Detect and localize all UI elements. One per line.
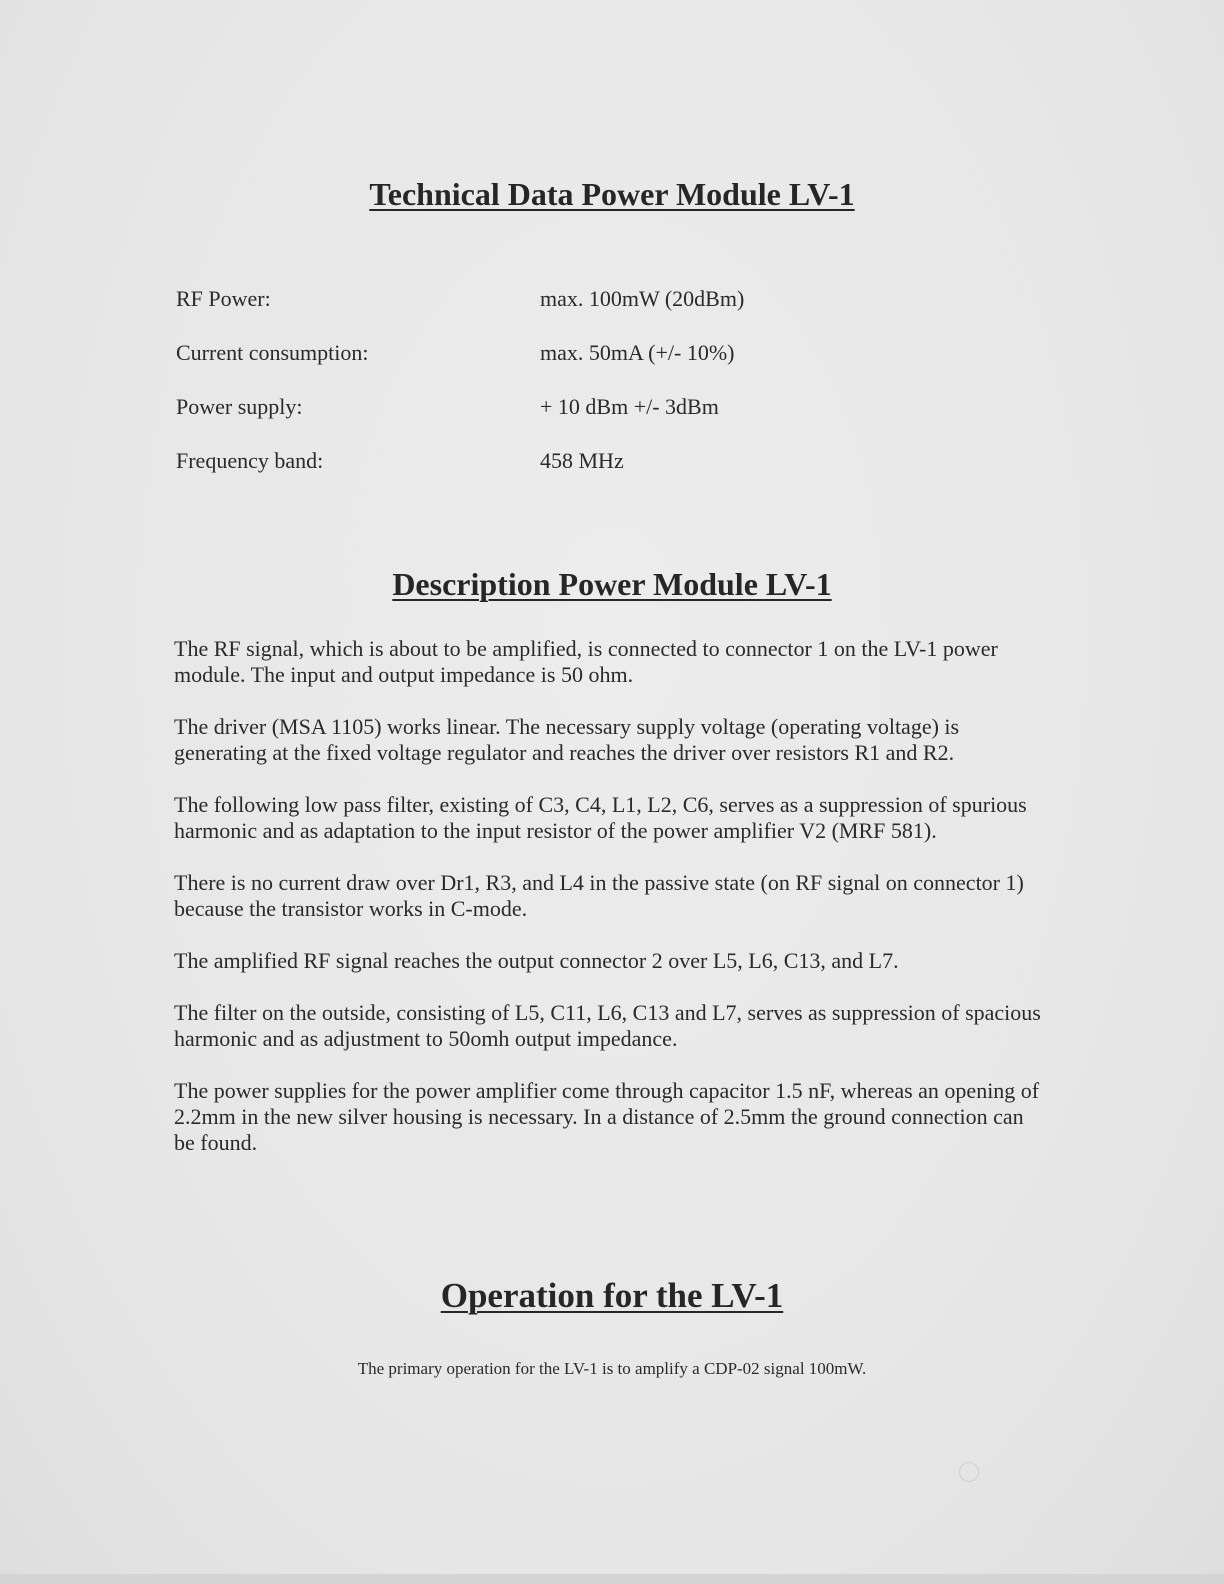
paragraph: The amplified RF signal reaches the output connector 2 over L5, L6, C13, and L7.: [174, 948, 899, 973]
spec-row-power-supply: [176, 392, 876, 446]
spec-value: max. 50mA (+/- 10%): [540, 340, 735, 365]
spec-value: 458 MHz: [540, 448, 624, 473]
description-heading: Description Power Module LV-1: [392, 566, 832, 602]
spec-row-frequency-band: [176, 446, 876, 500]
spec-value: max. 100mW (20dBm): [540, 286, 745, 311]
spec-label: RF Power:: [176, 286, 271, 311]
paragraph: The filter on the outside, consisting of L5, C11, L6, C13 and L7, serves as suppression of spacious harmonic and as adjustment to 50omh output impedance.: [174, 1000, 1041, 1051]
spec-table: [176, 284, 876, 500]
spec-label: Current consumption:: [176, 340, 369, 365]
operation-heading: Operation for the LV-1: [440, 1276, 784, 1315]
page-bottom-edge: [0, 1574, 1224, 1584]
description-body: [174, 636, 1044, 1182]
spec-label: Power supply:: [176, 394, 303, 419]
paragraph: There is no current draw over Dr1, R3, and L4 in the passive state (on RF signal on connector 1) because the transistor works in C-mode.: [174, 870, 1024, 921]
spec-row-rf-power: [176, 284, 876, 338]
paragraph: The following low pass filter, existing of C3, C4, L1, L2, C6, serves as a suppression of spurious harmonic and as adaptation to the input resistor of the power amplifier V2 (MRF 581).: [174, 792, 1027, 843]
punch-hole-mark: [959, 1462, 979, 1482]
spec-label: Frequency band:: [176, 448, 324, 473]
spec-row-current-consumption: [176, 338, 876, 392]
spec-value: + 10 dBm +/- 3dBm: [540, 394, 719, 419]
paragraph: The driver (MSA 1105) works linear. The necessary supply voltage (operating voltage) is generating at the fixed voltage regulator and reaches the driver over resistors R1 and R2.: [174, 714, 960, 765]
operation-text: The primary operation for the LV-1 is to amplify a CDP-02 signal 100mW.: [357, 1359, 867, 1378]
paragraph: The RF signal, which is about to be amplified, is connected to connector 1 on the LV-1 power module. The input and output impedance is 50 ohm.: [174, 636, 998, 687]
technical-data-heading: Technical Data Power Module LV-1: [369, 176, 855, 212]
paragraph: The power supplies for the power amplifier come through capacitor 1.5 nF, whereas an opening of 2.2mm in the new silver housing is necessary. In a distance of 2.5mm the ground connection can be found.: [174, 1078, 1040, 1155]
